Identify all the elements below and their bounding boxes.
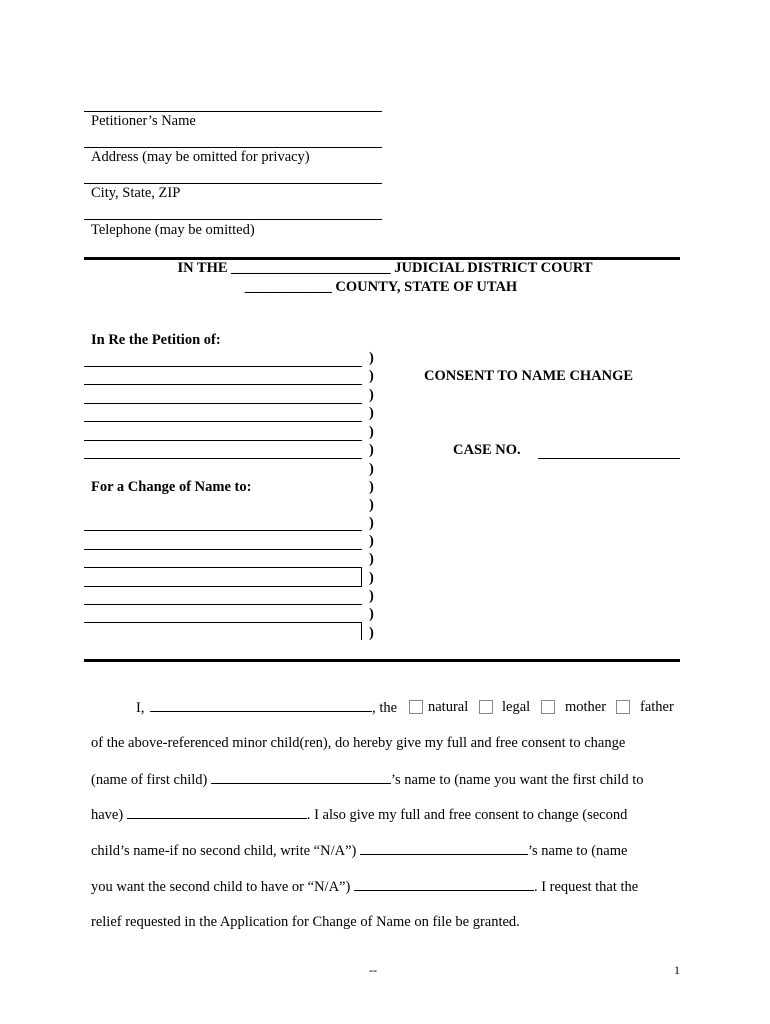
- body-line-5: [91, 842, 627, 860]
- body-line-2: of the above-referenced minor child(ren), do hereby give my full and free consent to change: [91, 735, 626, 751]
- body-line-7: relief requested in the Application for Change of Name on file be granted.: [91, 914, 520, 930]
- caption-paren: ): [369, 551, 374, 567]
- legal-label: legal: [502, 699, 531, 715]
- natural-checkbox[interactable]: [409, 700, 423, 714]
- county-suffix: COUNTY, STATE OF UTAH: [331, 279, 518, 295]
- new-name-line-2[interactable]: [84, 549, 362, 550]
- petition-of-line-5[interactable]: [84, 440, 362, 441]
- court-heading-line2: [0, 279, 762, 296]
- court-prefix: IN THE: [177, 260, 232, 276]
- petition-of-line-3[interactable]: [84, 403, 362, 404]
- footer-center: --: [369, 963, 377, 977]
- legal-checkbox[interactable]: [479, 700, 493, 714]
- caption-paren: ): [369, 442, 374, 458]
- caption-paren: ): [369, 625, 374, 641]
- telephone-line[interactable]: [84, 219, 382, 220]
- petition-of-line-1[interactable]: [84, 366, 362, 367]
- body-line-3: [91, 771, 643, 789]
- city-state-zip-line[interactable]: [84, 183, 382, 184]
- caption-paren: ): [369, 533, 374, 549]
- mother-label: mother: [565, 699, 607, 715]
- second-child-name-blank[interactable]: [360, 842, 528, 855]
- caption-paren: ): [369, 387, 374, 403]
- second-child-new-name-blank[interactable]: [354, 878, 534, 891]
- caption-paren: ): [369, 515, 374, 531]
- court-suffix: JUDICIAL DISTRICT COURT: [390, 260, 593, 276]
- father-checkbox[interactable]: [616, 700, 630, 714]
- request-text: . I request that the: [533, 879, 639, 895]
- telephone-label: Telephone (may be omitted): [91, 222, 255, 238]
- body-line-6: [91, 878, 638, 896]
- petition-of-line-2[interactable]: [84, 384, 362, 385]
- caption-paren: ): [369, 570, 374, 586]
- caption-paren: ): [369, 479, 374, 495]
- petition-of-line-4[interactable]: [84, 421, 362, 422]
- caption-paren: ): [369, 588, 374, 604]
- caption-paren: ): [369, 368, 374, 384]
- have-label: have): [91, 807, 124, 823]
- petitioner-name-label: Petitioner’s Name: [91, 113, 196, 129]
- petition-of-line-6[interactable]: [84, 458, 362, 459]
- i-text: I,: [136, 700, 145, 716]
- father-label: father: [640, 699, 674, 715]
- new-name-line-1[interactable]: [84, 530, 362, 531]
- petitioner-name-line[interactable]: [84, 111, 382, 112]
- first-child-tail: ’s name to (name you want the first child to: [391, 772, 644, 788]
- case-no-label: CASE NO.: [453, 442, 521, 458]
- first-child-name-blank[interactable]: [211, 771, 391, 784]
- first-child-label: (name of first child): [91, 772, 208, 788]
- address-line[interactable]: [84, 147, 382, 148]
- caption-paren: ): [369, 405, 374, 421]
- caption-paren: ): [369, 461, 374, 477]
- second-child-new-label: you want the second child to have or “N/A”): [91, 879, 351, 895]
- for-change-label: For a Change of Name to:: [91, 479, 252, 495]
- new-name-line-6[interactable]: [84, 622, 362, 623]
- in-re-label: In Re the Petition of:: [91, 332, 221, 348]
- document-title: CONSENT TO NAME CHANGE: [424, 368, 634, 384]
- new-name-end-mark: [361, 623, 362, 640]
- city-state-zip-label: City, State, ZIP: [91, 185, 181, 201]
- body-line-1: [136, 699, 397, 717]
- first-child-new-name-blank[interactable]: [127, 806, 307, 819]
- caption-paren: ): [369, 424, 374, 440]
- second-child-tail: ’s name to (name: [527, 843, 628, 859]
- case-no-line[interactable]: [538, 458, 680, 459]
- caption-paren: ): [369, 350, 374, 366]
- consent-second-text: . I also give my full and free consent to change (second: [306, 807, 628, 823]
- county-blank[interactable]: ____________: [244, 279, 332, 295]
- page-number: 1: [674, 963, 680, 977]
- new-name-line-5[interactable]: [84, 604, 362, 605]
- address-label: Address (may be omitted for privacy): [91, 149, 310, 165]
- the-text: , the: [372, 700, 398, 716]
- body-line-4: [91, 806, 627, 824]
- bottom-rule: [84, 659, 680, 662]
- new-name-box[interactable]: [84, 568, 362, 587]
- caption-paren: ): [369, 606, 374, 622]
- second-child-label: child’s name-if no second child, write “N/A”): [91, 843, 357, 859]
- district-blank[interactable]: ______________________: [231, 260, 391, 276]
- caption-paren: ): [369, 497, 374, 513]
- mother-checkbox[interactable]: [541, 700, 555, 714]
- court-heading-line1: [0, 260, 770, 277]
- natural-label: natural: [428, 699, 469, 715]
- consenter-name-blank[interactable]: [150, 699, 372, 712]
